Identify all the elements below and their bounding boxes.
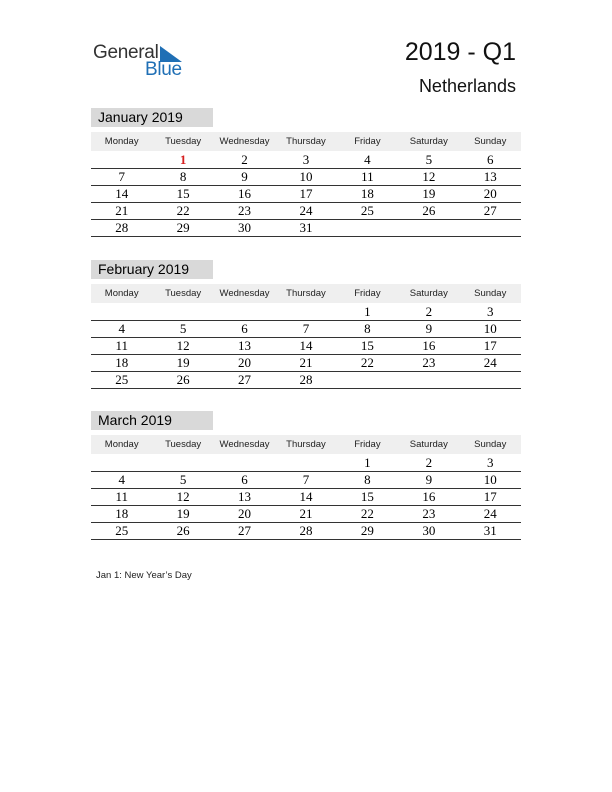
day-cell: 28 — [299, 523, 313, 538]
day-cell: 5 — [425, 152, 433, 167]
weekday-label: Friday — [354, 136, 381, 147]
empty-day-cell — [275, 319, 336, 320]
weekday-label: Thursday — [286, 288, 326, 299]
day-cell: 7 — [302, 321, 310, 336]
week-row — [91, 506, 521, 523]
day-cell: 18 — [115, 506, 129, 521]
day-cell: 16 — [422, 489, 436, 504]
weekday-header-row — [91, 435, 521, 454]
day-cell: 17 — [483, 489, 497, 504]
day-cell: 21 — [115, 203, 129, 218]
day-cell: 24 — [483, 355, 497, 370]
week-row — [91, 220, 521, 237]
day-cell: 14 — [299, 338, 313, 353]
weekday-label: Tuesday — [165, 136, 202, 147]
day-cell: 25 — [360, 203, 374, 218]
day-cell: 27 — [238, 523, 252, 538]
week-row — [91, 304, 521, 321]
week-row — [91, 472, 521, 489]
week-row — [91, 489, 521, 506]
day-cell: 18 — [360, 186, 374, 201]
holiday-day-cell: 1 — [179, 152, 187, 167]
day-cell: 6 — [241, 321, 248, 336]
day-cell: 11 — [115, 338, 128, 353]
day-cell: 23 — [422, 506, 436, 521]
empty-day-cell — [398, 235, 459, 236]
weekday-label: Saturday — [409, 439, 448, 450]
empty-day-cell — [152, 319, 213, 320]
weekday-label: Wednesday — [219, 439, 270, 450]
day-cell: 11 — [361, 169, 374, 184]
empty-day-cell — [91, 167, 152, 168]
day-cell: 31 — [483, 523, 497, 538]
day-cell: 5 — [179, 472, 187, 487]
day-cell: 14 — [115, 186, 129, 201]
day-cell: 20 — [238, 506, 252, 521]
week-row — [91, 338, 521, 355]
page-title: 2019 - Q1 — [404, 38, 516, 66]
month-grid — [91, 455, 521, 540]
day-cell: 13 — [483, 169, 497, 184]
month-january — [91, 108, 521, 237]
weekday-label: Tuesday — [165, 288, 202, 299]
week-row — [91, 152, 521, 169]
day-cell: 21 — [299, 506, 313, 521]
generalblue-logo — [93, 42, 193, 78]
day-cell: 24 — [483, 506, 497, 521]
day-cell: 7 — [118, 169, 125, 184]
weekday-header-row — [91, 284, 521, 303]
logo-general-text: General — [93, 42, 159, 63]
day-cell: 8 — [364, 321, 371, 336]
day-cell: 3 — [486, 304, 494, 319]
empty-day-cell — [337, 387, 398, 388]
day-cell: 13 — [238, 338, 252, 353]
weekday-label: Thursday — [286, 136, 326, 147]
day-cell: 22 — [360, 355, 374, 370]
day-cell: 8 — [179, 169, 187, 184]
empty-day-cell — [91, 470, 152, 471]
day-cell: 9 — [425, 472, 433, 487]
day-cell: 21 — [299, 355, 313, 370]
day-cell: 30 — [238, 220, 252, 235]
weekday-header-row — [91, 132, 521, 151]
day-cell: 26 — [422, 203, 436, 218]
day-cell: 4 — [118, 321, 125, 336]
weekday-label: Thursday — [286, 439, 326, 450]
empty-day-cell — [152, 470, 213, 471]
week-row — [91, 169, 521, 186]
holiday-note: Jan 1: New Year’s Day — [96, 570, 192, 581]
day-cell: 19 — [176, 355, 190, 370]
weekday-label: Saturday — [409, 288, 448, 299]
day-cell: 2 — [425, 304, 433, 319]
empty-day-cell — [91, 319, 152, 320]
day-cell: 10 — [483, 321, 497, 336]
day-cell: 22 — [176, 203, 190, 218]
week-row — [91, 355, 521, 372]
day-cell: 18 — [115, 355, 129, 370]
day-cell: 15 — [360, 489, 374, 504]
day-cell: 14 — [299, 489, 313, 504]
day-cell: 26 — [176, 523, 190, 538]
day-cell: 25 — [115, 523, 129, 538]
weekday-label: Saturday — [409, 136, 448, 147]
empty-day-cell — [460, 387, 521, 388]
month-title: January 2019 — [91, 108, 213, 127]
day-cell: 8 — [364, 472, 371, 487]
day-cell: 6 — [241, 472, 248, 487]
day-cell: 29 — [360, 523, 374, 538]
day-cell: 31 — [299, 220, 313, 235]
day-cell: 27 — [238, 372, 252, 387]
weekday-label: Wednesday — [219, 136, 270, 147]
day-cell: 28 — [299, 372, 313, 387]
day-cell: 2 — [241, 152, 248, 167]
day-cell: 9 — [241, 169, 248, 184]
day-cell: 15 — [176, 186, 190, 201]
week-row — [91, 321, 521, 338]
month-march — [91, 411, 521, 540]
week-row — [91, 372, 521, 389]
day-cell: 11 — [115, 489, 128, 504]
day-cell: 3 — [302, 152, 310, 167]
day-cell: 23 — [238, 203, 252, 218]
day-cell: 9 — [425, 321, 433, 336]
day-cell: 10 — [299, 169, 313, 184]
week-row — [91, 186, 521, 203]
day-cell: 20 — [238, 355, 252, 370]
weekday-label: Tuesday — [165, 439, 202, 450]
weekday-label: Monday — [104, 136, 139, 147]
country-name: Netherlands — [418, 76, 516, 96]
day-cell: 12 — [422, 169, 436, 184]
day-cell: 16 — [238, 186, 252, 201]
weekday-label: Friday — [354, 288, 381, 299]
day-cell: 12 — [176, 489, 190, 504]
day-cell: 29 — [176, 220, 190, 235]
day-cell: 22 — [360, 506, 374, 521]
day-cell: 7 — [302, 472, 310, 487]
week-row — [91, 523, 521, 540]
day-cell: 27 — [483, 203, 497, 218]
month-title: February 2019 — [91, 260, 213, 279]
day-cell: 3 — [486, 455, 494, 470]
day-cell: 25 — [115, 372, 129, 387]
day-cell: 2 — [425, 455, 433, 470]
day-cell: 6 — [486, 152, 494, 167]
day-cell: 30 — [422, 523, 436, 538]
day-cell: 28 — [115, 220, 129, 235]
day-cell: 5 — [179, 321, 187, 336]
day-cell: 20 — [483, 186, 497, 201]
day-cell: 12 — [176, 338, 190, 353]
month-grid — [91, 304, 521, 389]
week-row — [91, 455, 521, 472]
month-february — [91, 260, 521, 389]
day-cell: 19 — [176, 506, 190, 521]
day-cell: 24 — [299, 203, 313, 218]
day-cell: 16 — [422, 338, 436, 353]
day-cell: 13 — [238, 489, 252, 504]
empty-day-cell — [460, 235, 521, 236]
empty-day-cell — [275, 470, 336, 471]
weekday-label: Monday — [104, 288, 139, 299]
day-cell: 26 — [176, 372, 190, 387]
day-cell: 17 — [299, 186, 313, 201]
weekday-label: Friday — [354, 439, 381, 450]
logo-blue-text: Blue — [145, 59, 182, 80]
empty-day-cell — [214, 319, 275, 320]
day-cell: 23 — [422, 355, 436, 370]
day-cell: 1 — [364, 455, 371, 470]
weekday-label: Monday — [104, 439, 139, 450]
day-cell: 19 — [422, 186, 436, 201]
weekday-label: Wednesday — [219, 288, 270, 299]
month-title: March 2019 — [91, 411, 213, 430]
empty-day-cell — [214, 470, 275, 471]
empty-day-cell — [398, 387, 459, 388]
week-row — [91, 203, 521, 220]
day-cell: 15 — [360, 338, 374, 353]
weekday-label: Sunday — [474, 136, 507, 147]
weekday-label: Sunday — [474, 288, 507, 299]
day-cell: 10 — [483, 472, 497, 487]
weekday-label: Sunday — [474, 439, 507, 450]
day-cell: 4 — [364, 152, 371, 167]
day-cell: 4 — [118, 472, 125, 487]
day-cell: 1 — [364, 304, 371, 319]
month-grid — [91, 152, 521, 237]
empty-day-cell — [337, 235, 398, 236]
day-cell: 17 — [483, 338, 497, 353]
